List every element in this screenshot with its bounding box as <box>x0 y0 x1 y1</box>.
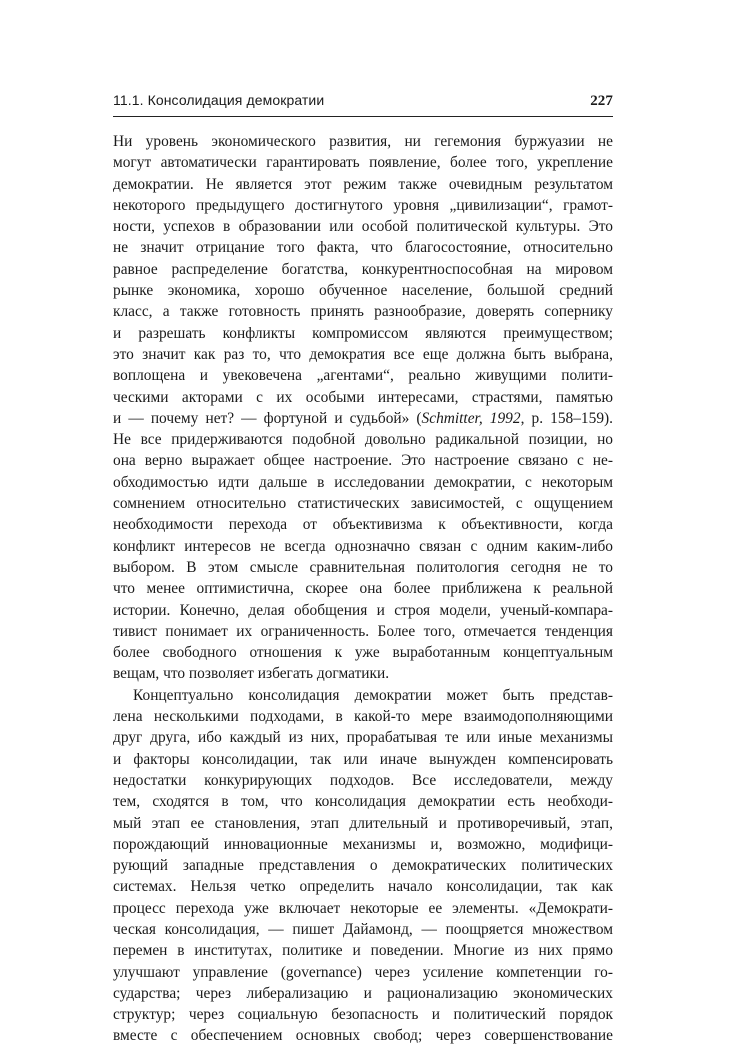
text-line: недостатки конкурирующих подходов. Все исследователи, между <box>113 771 613 789</box>
text-line: ческими акторами с их особыми интересами, страстями, памятью <box>113 388 613 406</box>
text-line: конфликт интересов не всегда однозначно связан с одним каким-либо <box>113 537 613 555</box>
citation-author: Schmitter, 1992 <box>421 409 521 427</box>
text-line: Концептуально консолидация демократии может быть представ- <box>133 686 613 704</box>
text-line: равное распределение богатства, конкурентноспособная на мировом <box>113 260 613 278</box>
text-line: и факторы консолидации, так или иначе вынужден компенсировать <box>113 750 613 768</box>
text-line: ческая консолидация, — пишет Дайамонд, — поощряется множеством <box>113 920 613 938</box>
text-line: выбором. В этом смысле сравнительная политология сегодня не то <box>113 558 613 576</box>
running-head <box>113 92 613 117</box>
text-line: порождающий инновационные механизмы и, возможно, модифици- <box>113 835 613 853</box>
text-line: и разрешать конфликты компромиссом являются преимуществом; <box>113 324 613 342</box>
text-line: рынке экономика, хорошо обученное население, большой средний <box>113 282 613 300</box>
text-line: ности, успехов в образовании или особой политической культуры. Это <box>113 218 613 236</box>
text-line: могут автоматически гарантировать появление, более того, укрепление <box>113 154 613 172</box>
text-line-citation: и — почему нет? — фортуной и судьбой» (Schmitter, 1992, p. 158–159). <box>113 409 613 427</box>
text-line: это значит как раз то, что демократия все еще должна быть выбрана, <box>113 345 613 363</box>
text-line: что менее оптимистична, скорее она более приближена к реальной <box>113 580 613 598</box>
text-line: сомнением относительно статистических зависимостей, с ощущением <box>113 495 613 513</box>
text-line: более свободного отношения к уже выработанным концептуальным <box>113 644 613 662</box>
text-line: не значит отрицание того факта, что благосостояние, относительно <box>113 239 613 257</box>
text-line: сударства; через либерализацию и рационализацию экономических <box>113 984 613 1002</box>
text-line: рующий западные представления о демократических политических <box>113 857 613 875</box>
text-line: воплощена и увековечена „агентами“, реально живущими полити- <box>113 367 613 385</box>
body-text <box>113 131 613 1047</box>
text-line: тем, сходятся в том, что консолидация демократии есть необходи- <box>113 793 613 811</box>
text-line: улучшают управление (governance) через усиление компетенции го- <box>113 963 613 981</box>
text-line: вещам, что позволяет избегать догматики. <box>113 665 390 683</box>
text-line: класс, а также готовность принять разнообразие, доверять сопернику <box>113 303 613 321</box>
text-line: структур; через социальную безопасность и политический порядок <box>113 1006 613 1024</box>
text-line: лена несколькими подходами, в какой-то мере взаимодополняющими <box>113 708 613 726</box>
text-line: она верно выражает общее настроение. Это настроение связано с не- <box>113 452 613 470</box>
text-line: перемен в институтах, политике и поведении. Многие из них прямо <box>113 942 613 960</box>
text-line: Не все придерживаются подобной довольно радикальной позиции, но <box>113 431 613 449</box>
paragraph-2 <box>113 685 613 1047</box>
text-line: Ни уровень экономического развития, ни гегемония буржуазии не <box>113 133 613 150</box>
text-line: демократии. Не является этот режим также очевидным результатом <box>113 175 613 193</box>
text-line: вместе с обеспечением основных свобод; через совершенствование <box>113 1027 613 1045</box>
text-line: мый этап ее становления, этап длительный и противоречивый, этап, <box>113 814 613 832</box>
text-line: процесс перехода уже включает некоторые ее элементы. «Демократи- <box>113 899 613 917</box>
text-line: некоторого предыдущего достигнутого уровня „цивилизации“, грамот- <box>113 196 613 214</box>
text-line: обходимостью идти дальше в исследовании демократии, с некоторым <box>113 473 613 491</box>
book-page <box>113 92 613 1047</box>
text-line: необходимости перехода от объективизма к объективности, когда <box>113 516 613 534</box>
text-line: тивист понимает их ограниченность. Более того, отмечается тенденция <box>113 622 613 640</box>
paragraph-1 <box>113 131 613 685</box>
text-line: друг друга, ибо каждый из них, прорабатывая те или иные механизмы <box>113 729 613 747</box>
text-line: системах. Нельзя четко определить начало консолидации, так как <box>113 878 613 896</box>
page-number: 227 <box>590 93 613 109</box>
section-title: 11.1. Консолидация демократии <box>113 92 325 108</box>
text-line: истории. Конечно, делая обобщения и строя модели, ученый-компара- <box>113 601 613 619</box>
